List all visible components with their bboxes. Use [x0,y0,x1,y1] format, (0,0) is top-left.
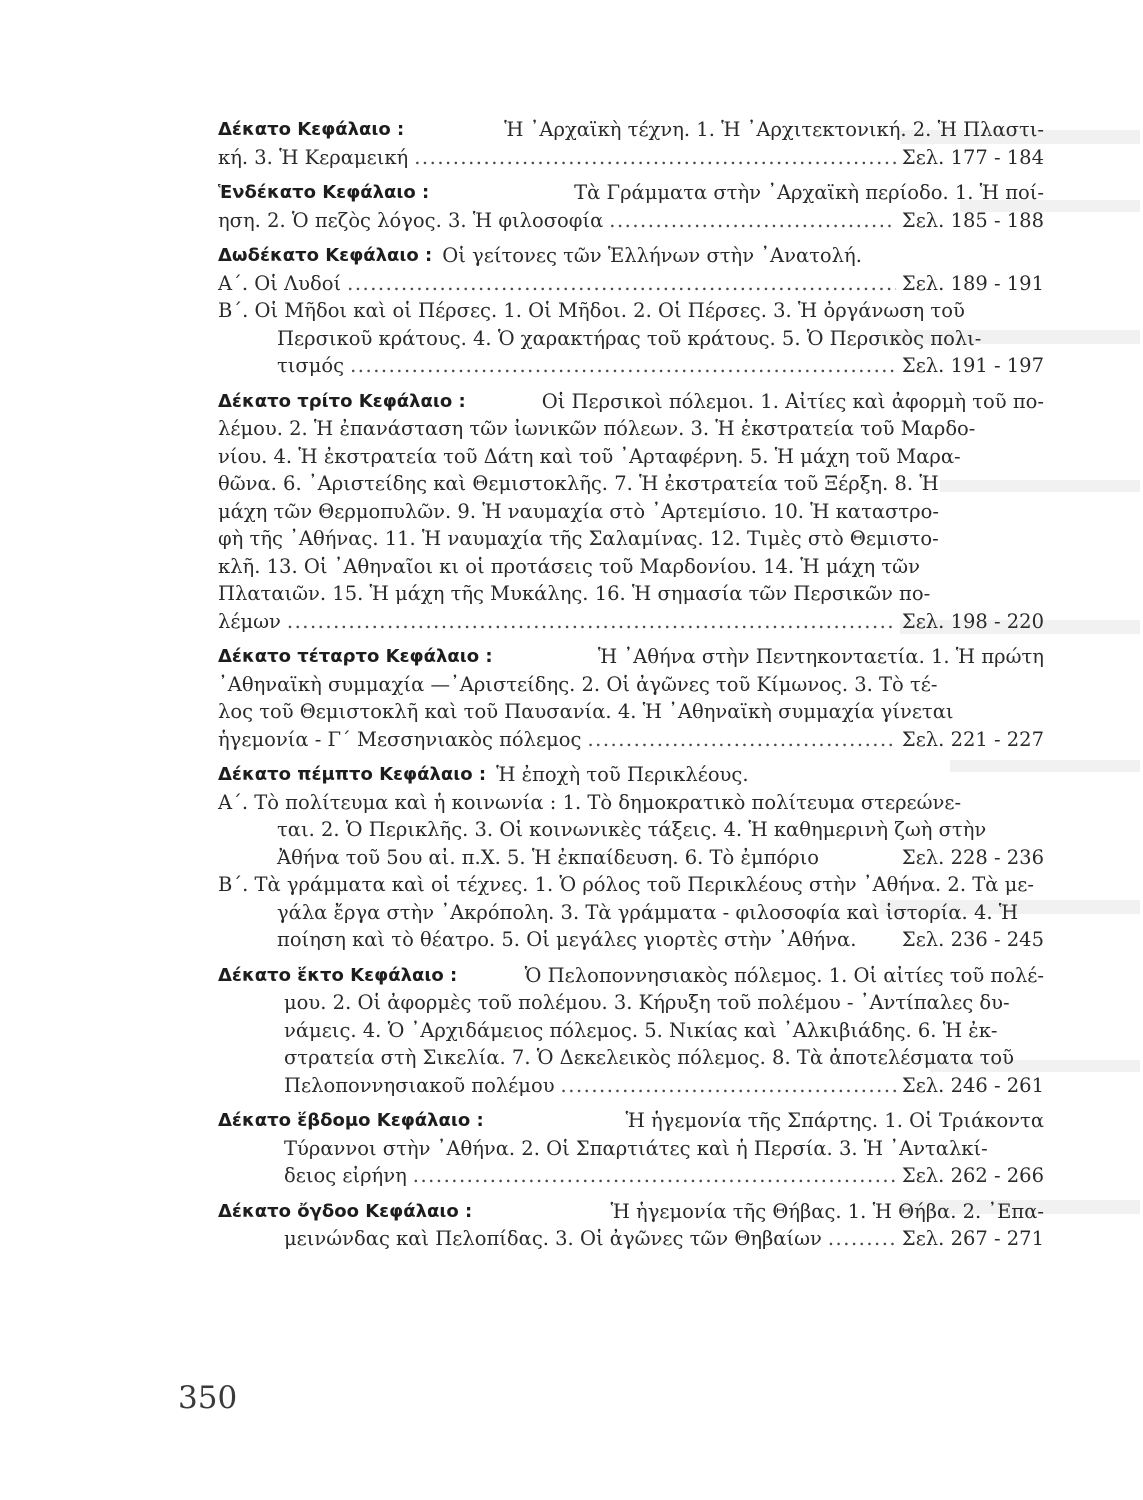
toc-text: Ἡ ᾿Αθήνα στὴν Πεντηκονταετία. 1. Ἡ πρώτη [597,645,1044,668]
toc-line [218,443,1044,471]
page-range: Σελ. 177 - 184 [901,145,1044,169]
dot-leader [287,608,896,636]
toc-text: Πελοποννησιακοῦ πολέμου [284,1073,555,1097]
dot-leader [413,1162,896,1190]
dot-leader [828,1225,896,1253]
toc-text: Ὁ Πελοποννησιακὸς πόλεμος. 1. Οἱ αἰτίες τοῦ πολέ- [524,963,1044,987]
dot-leader [609,207,896,235]
toc-line [218,608,1044,636]
toc-line [218,1198,1044,1226]
chapter-10 [218,116,1044,171]
toc-line [218,1044,1044,1072]
chapter-title: Δέκατο ἕβδομο Κεφάλαιο : [218,1110,484,1131]
chapter-title: Δέκατο τέταρτο Κεφάλαιο : [218,646,493,667]
chapter-11 [218,179,1044,234]
page-range: Σελ. 191 - 197 [901,354,1044,377]
toc-line [218,525,1044,553]
toc-text: Α΄. Τὸ πολίτευμα καὶ ἡ κοινωνία : 1. Τὸ δημοκρατικὸ πολίτευμα στερεώνε- [218,790,962,814]
toc-text: κή. 3. Ἡ Κεραμεική [218,145,409,169]
toc-line [218,789,1044,817]
chapter-title: Δέκατο ὄγδοο Κεφάλαιο : [218,1200,473,1222]
toc-text: Οἱ γείτονες τῶν Ἑλλήνων στὴν ᾿Ανατολή. [442,244,862,267]
chapter-title: Δωδέκατο Κεφάλαιο : [218,245,433,266]
toc-text: ἡγεμονία - Γ΄ Μεσσηνιακὸς πόλεμος [218,727,582,751]
table-of-contents [218,116,1044,1261]
chapter-title: Δέκατο Κεφάλαιο : [218,119,405,140]
toc-line [218,297,1044,325]
toc-text: Πλαταιῶν. 15. Ἡ μάχη τῆς Μυκάλης. 16. Ἡ σημασία τῶν Περσικῶν πο- [218,582,931,605]
chapter-13 [218,388,1044,636]
toc-line [218,580,1044,608]
toc-text: Ἡ ἐποχὴ τοῦ Περικλέους. [496,763,749,786]
page-range: Σελ. 221 - 227 [901,727,1044,751]
toc-text: Τύραννοι στὴν ᾿Αθήνα. 2. Οἱ Σπαρτιάτες καὶ ἡ Περσία. 3. Ἡ ᾿Ανταλκί- [284,1136,988,1160]
toc-text: Οἱ Περσικοὶ πόλεμοι. 1. Αἰτίες καὶ ἀφορμὴ τοῦ πο- [541,389,1044,413]
toc-text: ηση. 2. Ὁ πεζὸς λόγος. 3. Ἡ φιλοσοφία [218,208,604,232]
toc-text: γάλα ἔργα στὴν ᾿Ακρόπολη. 3. Τὰ γράμματα - φιλοσοφία καὶ ἱστορία. 4. Ἡ [277,900,1019,924]
toc-line [218,470,1044,498]
toc-line [218,388,1044,416]
toc-line [218,325,1044,353]
dot-leader [561,1072,896,1100]
toc-text: Τὰ Γράμματα στὴν ᾿Αρχαϊκὴ περίοδο. 1. Ἡ ποί- [574,181,1044,204]
toc-line [218,498,1044,526]
toc-line [218,116,1044,144]
chapter-12 [218,242,1044,380]
toc-line [218,844,1044,872]
page-range: Σελ. 198 - 220 [901,609,1044,633]
dot-leader [347,270,896,298]
toc-text: Ἡ ἡγεμονία τῆς Σπάρτης. 1. Οἱ Τριάκοντα [625,1109,1044,1132]
toc-text: ται. 2. Ὁ Περικλῆς. 3. Οἱ κοινωνικὲς τάξεις. 4. Ἡ καθημερινὴ ζωὴ στὴν [277,818,987,841]
page-range: Σελ. 262 - 266 [901,1164,1044,1187]
toc-line [218,553,1044,581]
toc-text: Β΄. Τὰ γράμματα καὶ οἱ τέχνες. 1. Ὁ ρόλος τοῦ Περικλέους στὴν ᾿Αθήνα. 2. Τὰ με- [218,873,1034,896]
toc-line [218,989,1044,1017]
dot-leader [350,352,896,380]
toc-line [218,899,1044,927]
chapter-title: Δέκατο πέμπτο Κεφάλαιο : [218,764,487,785]
chapter-14 [218,643,1044,753]
toc-line [218,1107,1044,1135]
toc-line [218,144,1044,172]
toc-text: δειος εἰρήνη [284,1164,407,1187]
toc-line [218,415,1044,443]
toc-text: νάμεις. 4. Ὁ ᾿Αρχιδάμειος πόλεμος. 5. Νικίας καὶ ᾿Αλκιβιάδης. 6. Ἡ ἐκ- [284,1018,998,1042]
toc-text: Β΄. Οἱ Μῆδοι καὶ οἱ Πέρσες. 1. Οἱ Μῆδοι. 2. Οἱ Πέρσες. 3. Ἡ ὀργάνωση τοῦ [218,299,965,322]
toc-line [218,698,1044,726]
chapter-17 [218,1107,1044,1190]
toc-text: στρατεία στὴ Σικελία. 7. Ὁ Δεκελεικὸς πόλεμος. 8. Τὰ ἀποτελέσματα τοῦ [284,1046,1014,1069]
toc-text: νίου. 4. Ἡ ἐκστρατεία τοῦ Δάτη καὶ τοῦ ᾿Αρταφέρνη. 5. Ἡ μάχη τοῦ Μαρα- [218,444,961,468]
toc-text: κλῆ. 13. Οἱ ᾿Αθηναῖοι κι οἱ προτάσεις τοῦ Μαρδονίου. 14. Ἡ μάχη τῶν [218,554,920,578]
toc-text: μου. 2. Οἱ ἀφορμὲς τοῦ πολέμου. 3. Κήρυξη τοῦ πολέμου - ᾿Αντίπαλες δυ- [284,991,1010,1014]
chapter-title: Δέκατο ἕκτο Κεφάλαιο : [218,964,458,986]
toc-text: ᾿Αθηναϊκὴ συμμαχία —᾿Αριστείδης. 2. Οἱ ἀγῶνες τοῦ Κίμωνος. 3. Τὸ τέ- [218,672,938,696]
toc-line [218,643,1044,671]
page-range: Σελ. 228 - 236 [901,845,1044,869]
toc-text: Ἀθήνα τοῦ 5ου αἰ. π.Χ. 5. Ἡ ἐκπαίδευση. 6. Τὸ ἐμπόριο [277,845,820,869]
toc-line [218,207,1044,235]
toc-line [218,1072,1044,1100]
toc-text: Ἡ ἡγεμονία τῆς Θήβας. 1. Ἡ Θήβα. 2. ᾿Επα- [610,1199,1044,1223]
toc-text: θῶνα. 6. ᾿Αριστείδης καὶ Θεμιστοκλῆς. 7. Ἡ ἐκστρατεία τοῦ Ξέρξη. 8. Ἡ [218,472,939,495]
toc-text: Περσικοῦ κράτους. 4. Ὁ χαρακτήρας τοῦ κράτους. 5. Ὁ Περσικὸς πολι- [277,326,982,350]
dot-leader [414,144,896,172]
toc-line [218,962,1044,990]
dot-leader [587,726,895,754]
page-range: Σελ. 267 - 271 [901,1227,1044,1250]
chapter-title: Ἑνδέκατο Κεφάλαιο : [218,182,430,203]
section-a: Α΄. Οἱ Λυδοί [218,271,342,295]
toc-text: λος τοῦ Θεμιστοκλῆ καὶ τοῦ Παυσανία. 4. Ἡ ᾿Αθηναϊκὴ συμμαχία γίνεται [218,700,954,723]
toc-line [218,179,1044,207]
page-range: Σελ. 189 - 191 [901,271,1044,295]
toc-line [218,242,1044,270]
chapter-16 [218,962,1044,1100]
chapter-18 [218,1198,1044,1253]
toc-line [218,816,1044,844]
toc-text: μεινώνδας καὶ Πελοπίδας. 3. Οἱ ἀγῶνες τῶν Θηβαίων [284,1227,822,1250]
toc-line [218,726,1044,754]
toc-line [218,1017,1044,1045]
toc-text: λέμων [218,609,281,633]
chapter-15 [218,761,1044,954]
page-range: Σελ. 246 - 261 [901,1073,1044,1097]
toc-text: μάχη τῶν Θερμοπυλῶν. 9. Ἡ ναυμαχία στὸ ᾿Αρτεμίσιο. 10. Ἡ καταστρο- [218,499,939,523]
toc-line [218,761,1044,789]
toc-line [218,1225,1044,1253]
toc-line [218,871,1044,899]
toc-line [218,352,1044,380]
page-number: 350 [178,1380,238,1416]
toc-line [218,926,1044,954]
toc-text: Ἡ ᾿Αρχαϊκὴ τέχνη. 1. Ἡ ᾿Αρχιτεκτονική. 2. Ἡ Πλαστι- [504,118,1044,141]
toc-line [218,270,1044,298]
toc-text: τισμός [277,354,345,377]
page-range: Σελ. 236 - 245 [901,928,1044,951]
toc-text: λέμου. 2. Ἡ ἐπανάσταση τῶν ἰωνικῶν πόλεων. 3. Ἡ ἐκστρατεία τοῦ Μαρδο- [218,417,976,440]
toc-text: φὴ τῆς ᾿Αθήνας. 11. Ἡ ναυμαχία τῆς Σαλαμίνας. 12. Τιμὲς στὸ Θεμιστο- [218,527,939,550]
page-range: Σελ. 185 - 188 [901,208,1044,232]
toc-line [218,671,1044,699]
toc-line [218,1162,1044,1190]
chapter-title: Δέκατο τρίτο Κεφάλαιο : [218,390,466,412]
toc-text: ποίηση καὶ τὸ θέατρο. 5. Οἱ μεγάλες γιορτὲς στὴν ᾿Αθήνα. [277,928,857,951]
toc-line [218,1135,1044,1163]
